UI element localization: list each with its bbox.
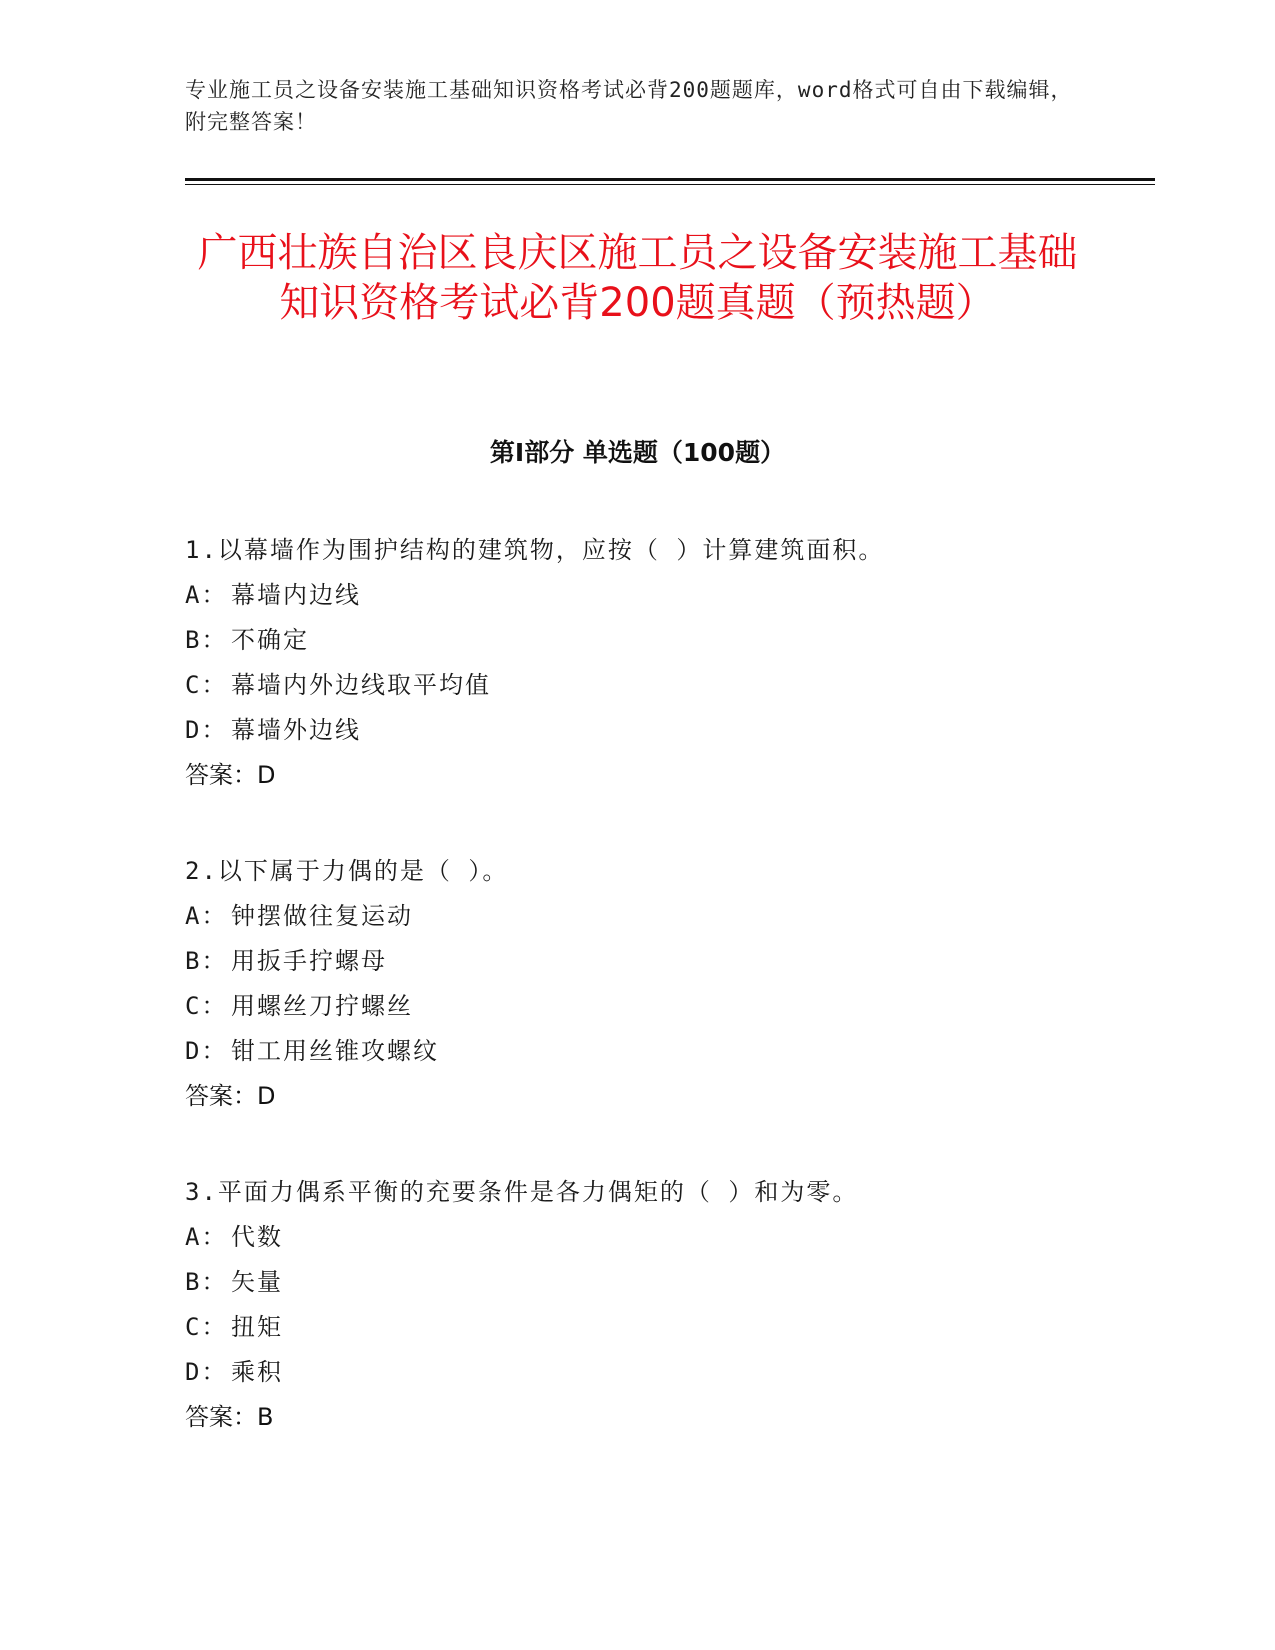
option-key: A： xyxy=(185,1223,228,1251)
question-3 xyxy=(185,1170,1145,1440)
option-b xyxy=(185,618,1145,663)
option-key: D： xyxy=(185,1358,228,1386)
option-d xyxy=(185,1029,1145,1074)
answer-line: 答案：B xyxy=(185,1403,274,1431)
option-key: A： xyxy=(185,902,228,930)
header-note: 专业施工员之设备安装施工基础知识资格考试必背200题题库，word格式可自由下载编辑，附完整答案！ xyxy=(185,78,1073,134)
answer-line: 答案：D xyxy=(185,761,276,789)
option-b xyxy=(185,1260,1145,1305)
option-key: A： xyxy=(185,581,228,609)
section-title: 第Ⅰ部分 单选题（100题） xyxy=(489,438,786,467)
question-stem: 1.以幕墙作为围护结构的建筑物，应按（ ）计算建筑面积。 xyxy=(185,536,885,564)
option-text: 代数 xyxy=(231,1223,283,1251)
option-a xyxy=(185,894,1145,939)
question-stem: 2.以下属于力偶的是（ ）。 xyxy=(185,857,509,885)
option-b xyxy=(185,939,1145,984)
option-text: 用扳手拧螺母 xyxy=(231,947,387,975)
question-list xyxy=(185,528,1145,1491)
option-key: C： xyxy=(185,992,228,1020)
option-text: 幕墙内边线 xyxy=(231,581,361,609)
document-title: 广西壮族自治区良庆区施工员之设备安装施工基础知识资格考试必背200题真题（预热题） xyxy=(197,230,1078,326)
option-key: D： xyxy=(185,716,228,744)
option-c xyxy=(185,1305,1145,1350)
option-key: C： xyxy=(185,671,228,699)
option-text: 乘积 xyxy=(231,1358,283,1386)
option-d xyxy=(185,1350,1145,1395)
option-text: 钳工用丝锥攻螺纹 xyxy=(231,1037,439,1065)
question-stem: 3.平面力偶系平衡的充要条件是各力偶矩的（ ）和为零。 xyxy=(185,1178,859,1206)
option-key: C： xyxy=(185,1313,228,1341)
option-text: 幕墙内外边线取平均值 xyxy=(231,671,491,699)
option-key: B： xyxy=(185,626,228,654)
option-d xyxy=(185,708,1145,753)
option-a xyxy=(185,1215,1145,1260)
option-text: 扭矩 xyxy=(231,1313,283,1341)
option-c xyxy=(185,984,1145,1029)
option-key: B： xyxy=(185,947,228,975)
question-2 xyxy=(185,849,1145,1119)
option-text: 不确定 xyxy=(231,626,309,654)
option-text: 矢量 xyxy=(231,1268,283,1296)
question-1 xyxy=(185,528,1145,798)
header-rule-thick xyxy=(185,178,1155,181)
option-key: D： xyxy=(185,1037,228,1065)
option-c xyxy=(185,663,1145,708)
option-text: 钟摆做往复运动 xyxy=(231,902,413,930)
option-text: 用螺丝刀拧螺丝 xyxy=(231,992,413,1020)
option-key: B： xyxy=(185,1268,228,1296)
answer-line: 答案：D xyxy=(185,1082,276,1110)
option-text: 幕墙外边线 xyxy=(231,716,361,744)
option-a xyxy=(185,573,1145,618)
header-rule-thin xyxy=(185,184,1155,185)
